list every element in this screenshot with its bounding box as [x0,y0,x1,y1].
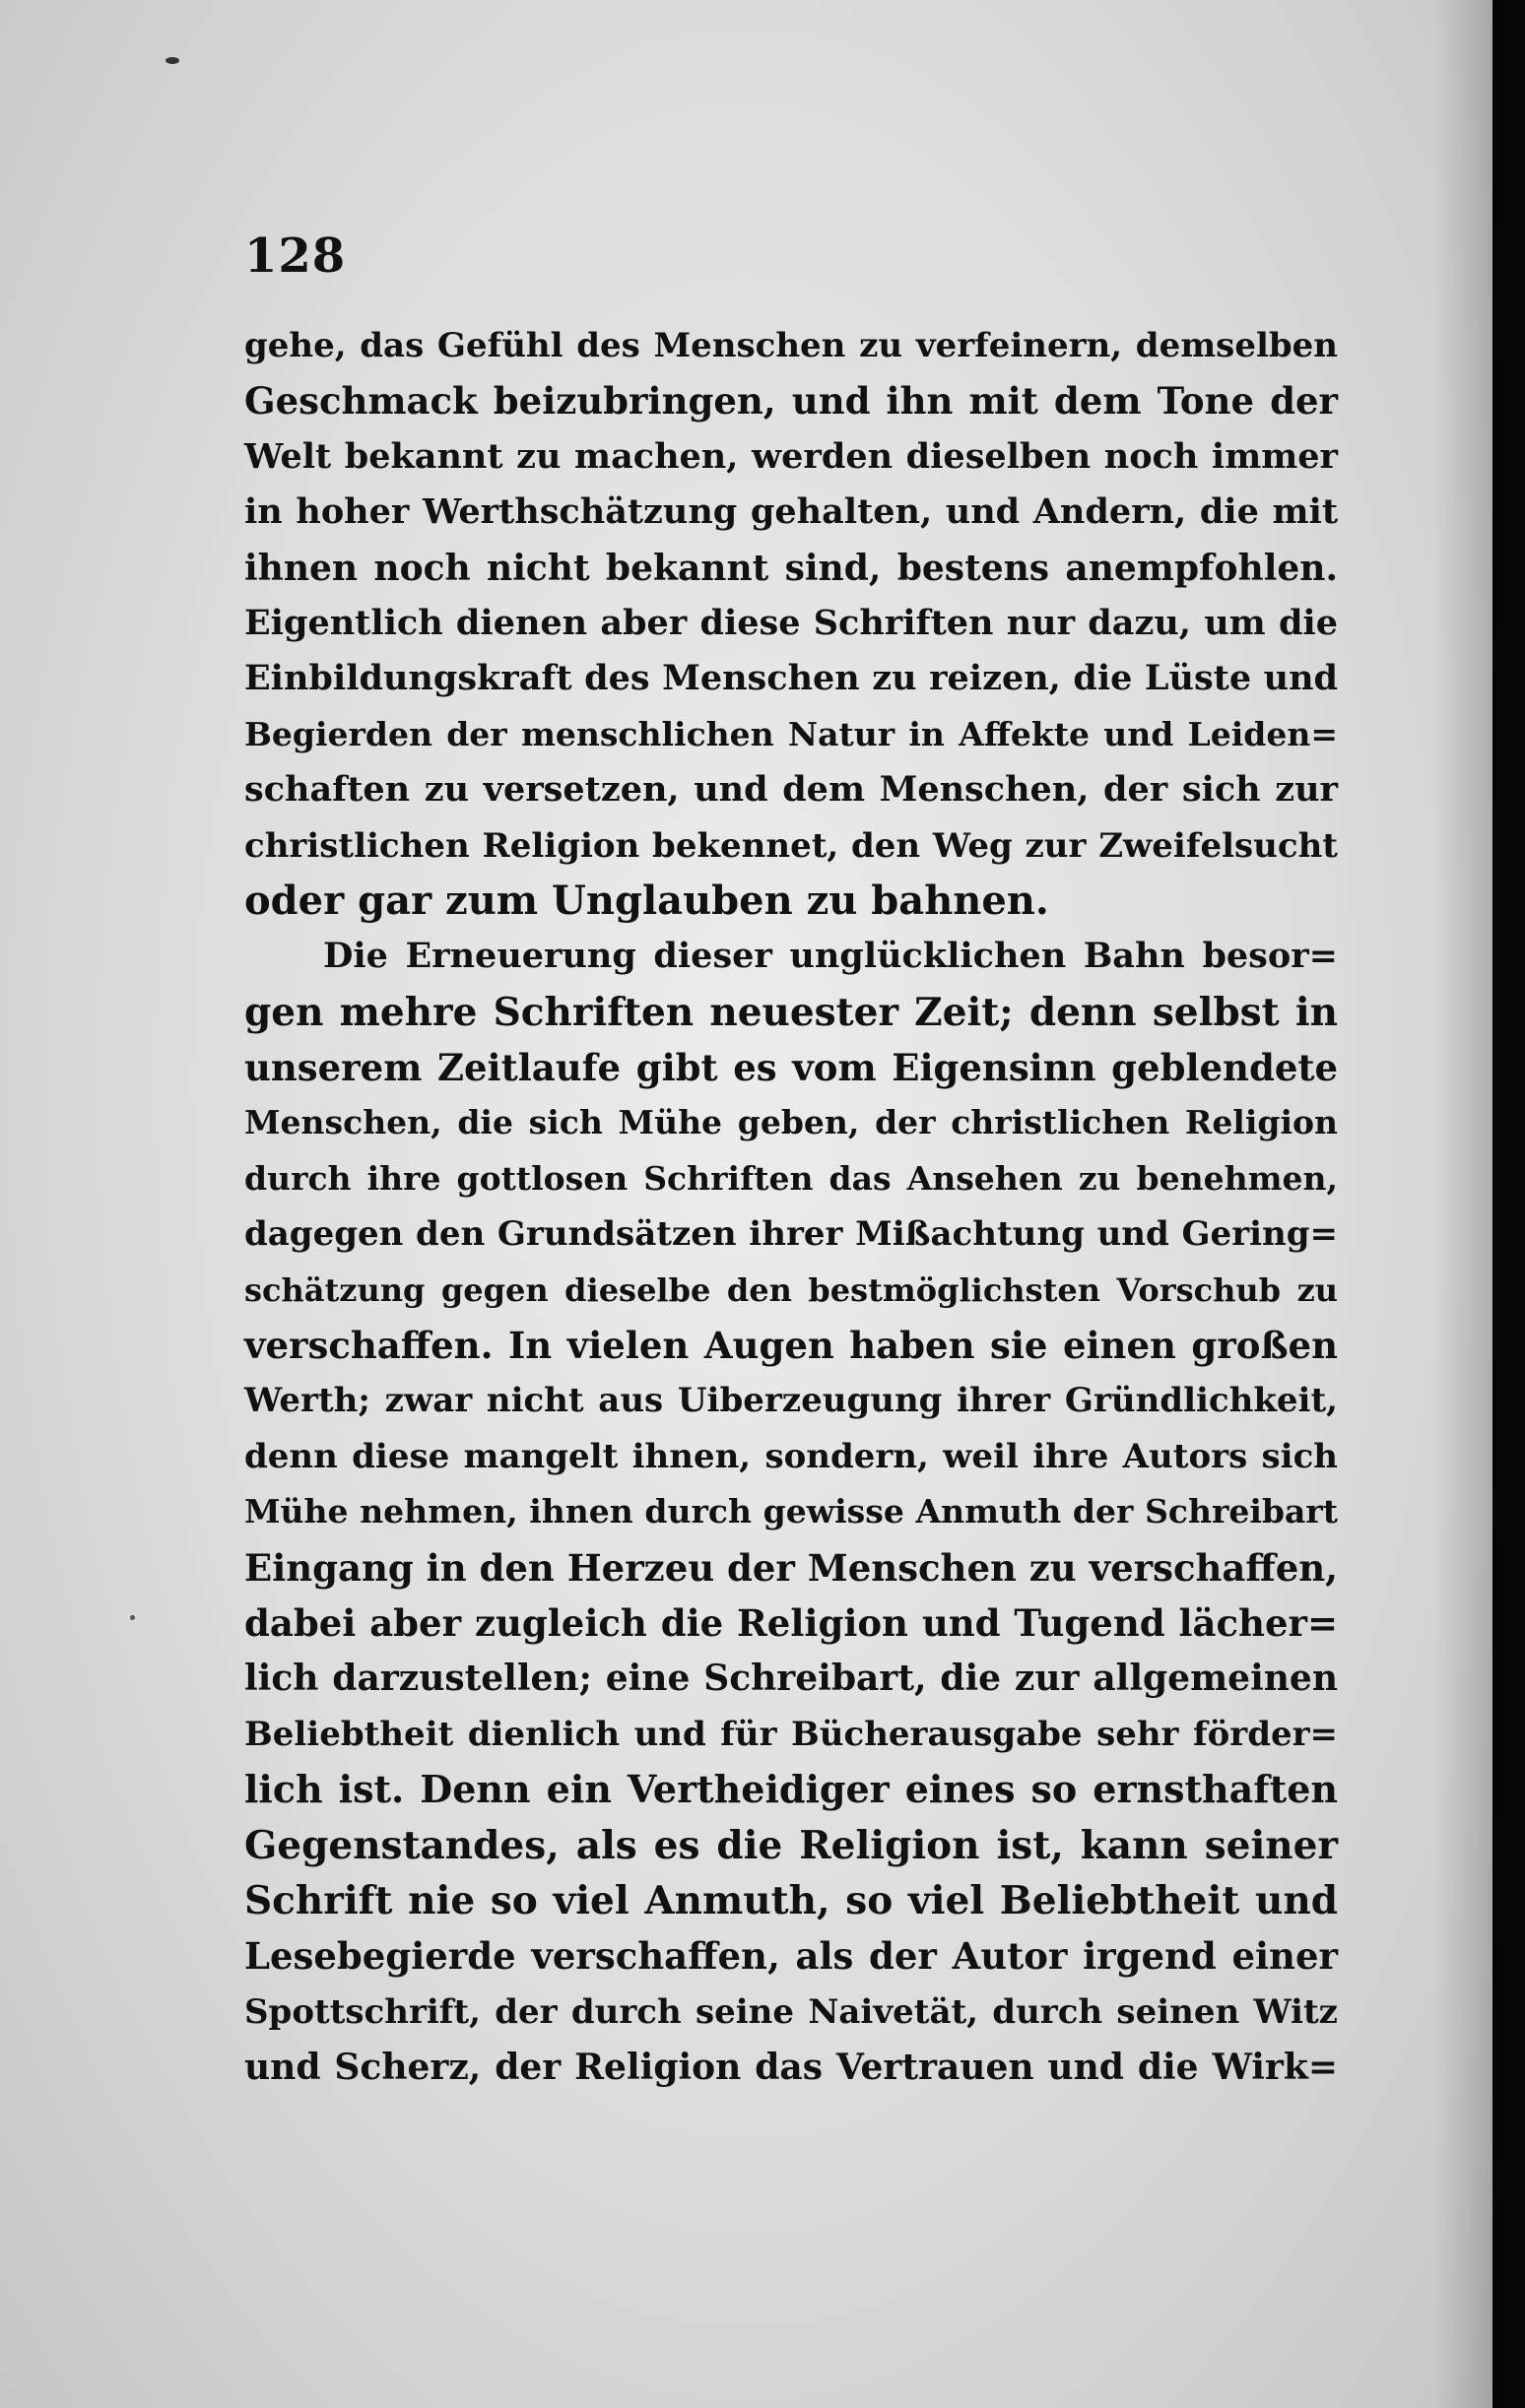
text-line: Mühe nehmen, ihnen durch gewisse Anmuth der Schreibart [244,1492,1338,1531]
page-edge-shadow [1433,0,1492,2408]
text-line: Lesebegierde verschaffen, als der Autor irgend einer [244,1934,1338,1979]
text-line: Gegenstandes, als es die Religion ist, kann seiner [244,1822,1338,1868]
ink-speck [166,57,179,64]
text-line: und Scherz, der Religion das Vertrauen und die Wirk= [244,2047,1338,2089]
text-line: in hoher Werthschätzung gehalten, und Andern, die mit [244,491,1338,533]
body-text [244,318,1338,2096]
text-line: Beliebtheit dienlich und für Bücherausgabe sehr förder= [244,1714,1338,1754]
text-line: dabei aber zugleich die Religion und Tugend lächer= [244,1600,1338,1645]
text-line: ihnen noch nicht bekannt sind, bestens anempfohlen. [244,547,1338,589]
text-line: christlichen Religion bekennet, den Weg zur Zweifelsucht [244,825,1338,866]
text-line: Schrift nie so viel Anmuth, so viel Beliebtheit und [244,1877,1338,1923]
text-line: unserem Zeitlaufe gibt es vom Eigensinn geblendete [244,1046,1338,1090]
text-line: Geschmack beizubringen, und ihn mit dem Tone der [244,379,1338,423]
text-line: Einbildungskraft des Menschen zu reizen, die Lüste und [244,658,1338,699]
text-line: Eigentlich dienen aber diese Schriften nur dazu, um die [244,602,1338,643]
text-line: oder gar zum Unglauben zu bahnen. [244,877,1049,924]
text-line: gen mehre Schriften neuester Zeit; denn selbst in [244,989,1338,1035]
text-line: lich darzustellen; eine Schreibart, die zur allgemeinen [244,1658,1338,1700]
text-line: Begierden der menschlichen Natur in Affekte und Leiden= [244,714,1338,753]
text-line: Eingang in den Herzeu der Menschen zu verschaffen, [244,1545,1339,1590]
page-number: 128 [244,228,347,284]
text-line: schaften zu versetzen, und dem Menschen, der sich zur [244,769,1338,811]
ink-speck [130,1615,135,1620]
text-line: Spottschrift, der durch seine Naivetät, durch seinen Witz [244,1991,1338,2032]
text-line: Menschen, die sich Mühe geben, der christlichen Religion [244,1103,1338,1142]
text-line: gehe, das Gefühl des Menschen zu verfeinern, demselben [244,326,1338,365]
text-line: Werth; zwar nicht aus Uiberzeugung ihrer Gründlichkeit, [244,1381,1338,1421]
text-line: Welt bekannt zu machen, werden dieselben noch immer [244,435,1338,477]
text-line: durch ihre gottlosen Schriften das Ansehen zu benehmen, [244,1158,1338,1198]
text-line: denn diese mangelt ihnen, sondern, weil ihre Autors sich [244,1436,1338,1476]
text-line: lich ist. Denn ein Vertheidiger eines so ernsthaften [244,1767,1338,1812]
text-line: dagegen den Grundsätzen ihrer Mißachtung und Gering= [244,1214,1338,1255]
text-line: verschaffen. In vielen Augen haben sie einen großen [244,1324,1338,1368]
text-line: schätzung gegen dieselbe den bestmöglichsten Vorschub zu [244,1270,1338,1309]
text-line: Die Erneuerung dieser unglücklichen Bahn besor= [323,936,1338,977]
